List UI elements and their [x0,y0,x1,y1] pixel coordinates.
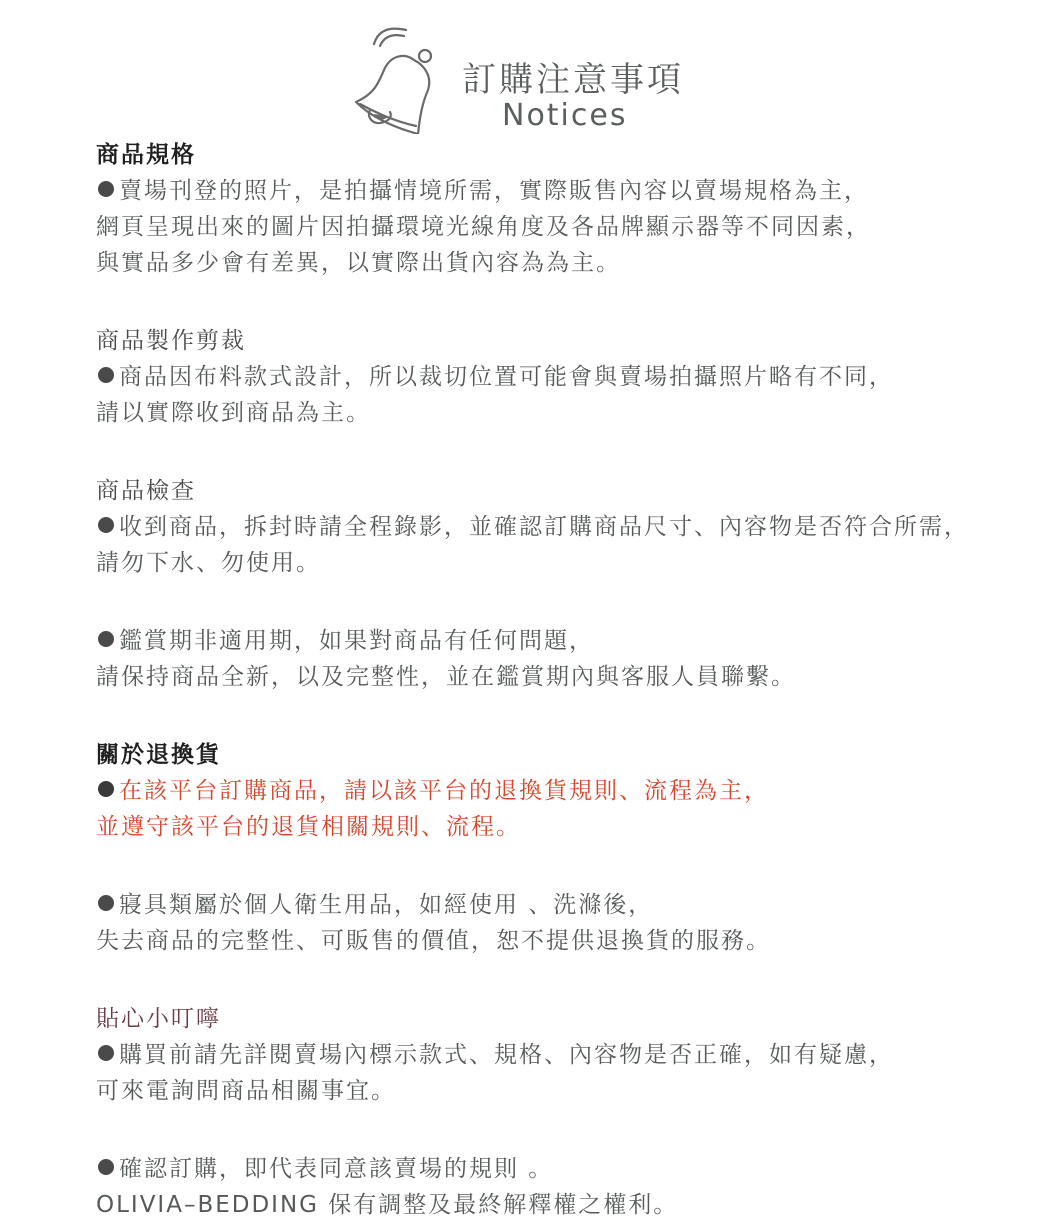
section-spec [96,137,1016,281]
bullet-dot [98,1045,114,1061]
cutting-line-2: 請以實際收到商品為主。 [96,400,371,426]
section-heading-returns: 關於退換貨 [96,742,221,768]
tips-line-3-text: 確認訂購，即代表同意該賣場的規則 。 [119,1156,554,1182]
bullet-dot [98,517,114,533]
inspection-paragraph-1 [96,509,1016,581]
returns-line-4: 失去商品的完整性、可販售的價值，恕不提供退換貨的服務。 [96,928,771,954]
inspection-paragraph-2 [96,623,1016,695]
cutting-line-1 [96,359,1016,395]
spec-paragraph [96,173,1016,281]
bullet-dot [98,895,114,911]
spec-line-2: 網頁呈現出來的圖片因拍攝環境光線角度及各品牌顯示器等不同因素， [96,214,871,240]
bullet-dot [98,781,114,797]
section-tips [96,1001,1016,1223]
section-heading-tips: 貼心小叮嚀 [96,1006,221,1032]
tips-paragraph-2 [96,1151,1016,1223]
cutting-line-1-text: 商品因布料款式設計，所以裁切位置可能會與賣場拍攝照片略有不同， [119,364,894,390]
spec-line-3: 與實品多少會有差異，以實際出貨內容為為主。 [96,250,621,276]
tips-paragraph-1 [96,1037,1016,1109]
returns-paragraph-2 [96,887,1016,959]
section-inspection [96,473,1016,695]
notices-header [340,18,700,138]
page-title: 訂購注意事項 [462,60,684,100]
returns-line-3 [96,887,1016,923]
notices-content [96,137,1016,1223]
bell-icon [344,22,444,134]
cutting-paragraph [96,359,1016,431]
bullet-dot [98,631,114,647]
section-returns [96,737,1016,959]
page-subtitle: Notices [502,98,628,133]
section-heading-spec: 商品規格 [96,142,196,168]
inspection-line-2: 請勿下水、勿使用。 [96,550,321,576]
tips-line-3 [96,1151,1016,1187]
inspection-line-1-text: 收到商品，拆封時請全程錄影，並確認訂購商品尺寸、內容物是否符合所需， [119,514,969,540]
tips-line-4: OLIVIA–BEDDING 保有調整及最終解釋權之權利。 [96,1192,679,1218]
section-heading-inspection: 商品檢查 [96,478,196,504]
returns-line-1 [96,773,1016,809]
section-heading-cutting: 商品製作剪裁 [96,328,246,354]
spec-line-1-text: 賣場刊登的照片，是拍攝情境所需，實際販售內容以賣場規格為主， [119,178,869,204]
returns-line-3-text: 寢具類屬於個人衛生用品，如經使用 、洗滌後， [119,892,654,918]
returns-line-2: 並遵守該平台的退貨相關規則、流程。 [96,814,521,840]
bullet-dot [98,181,114,197]
spec-line-1 [96,173,1016,209]
inspection-line-4: 請保持商品全新，以及完整性，並在鑑賞期內與客服人員聯繫。 [96,664,796,690]
inspection-line-1 [96,509,1016,545]
tips-line-2: 可來電詢問商品相關事宜。 [96,1078,396,1104]
inspection-line-3-text: 鑑賞期非適用期，如果對商品有任何問題， [119,628,594,654]
tips-line-1 [96,1037,1016,1073]
bullet-dot [98,1159,114,1175]
bullet-dot [98,367,114,383]
inspection-line-3 [96,623,1016,659]
tips-line-1-text: 購買前請先詳閱賣場內標示款式、規格、內容物是否正確，如有疑慮， [119,1042,894,1068]
section-cutting [96,323,1016,431]
returns-line-1-text: 在該平台訂購商品，請以該平台的退換貨規則、流程為主， [119,778,769,804]
returns-paragraph-1 [96,773,1016,845]
